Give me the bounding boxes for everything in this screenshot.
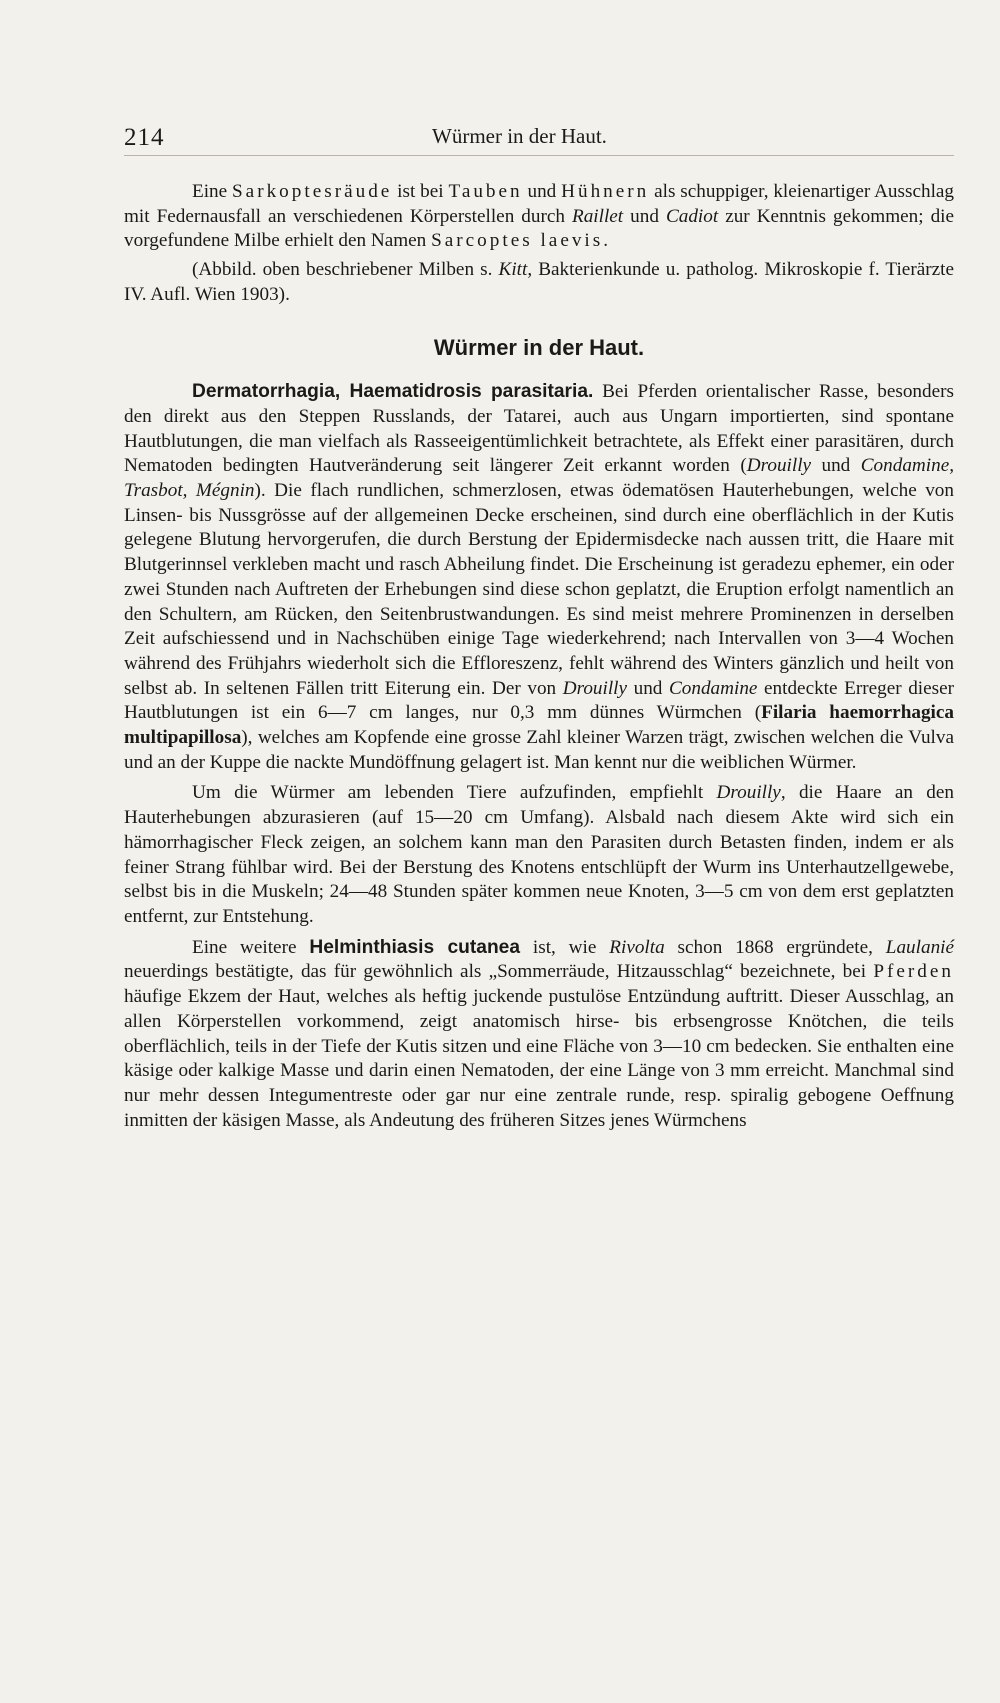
- authors-condamine-trasbot-megnin: Condamine, Trasbot, Mégnin: [124, 455, 955, 502]
- term-pferden: Pferden: [873, 961, 954, 983]
- header-rule: [124, 155, 954, 156]
- term-huehnern: Hühnern: [561, 181, 650, 202]
- term-helminthiasis: Helminthiasis cutanea: [309, 936, 521, 958]
- page-body: [124, 180, 954, 1133]
- term-dermatorrhagia: Dermatorrhagia, Haematidrosis parasitaria.: [192, 381, 594, 403]
- author-drouilly: Drouilly: [746, 455, 812, 477]
- author-drouilly-3: Drouilly: [716, 782, 781, 804]
- author-rivolta: Rivolta: [609, 936, 665, 958]
- term-filaria: Filaria haemorrhagica multipapillosa: [124, 702, 955, 749]
- term-sarkoptesraeude: Sarkoptesräude: [232, 181, 393, 202]
- section-title: Würmer in der Haut.: [433, 334, 645, 360]
- author-kitt: Kitt: [498, 259, 528, 281]
- author-condamine: Condamine: [668, 677, 758, 699]
- paragraph-helminthiasis: Eine weitere Helminthiasis cutanea ist, wie Rivolta schon 1868 ergründete, Laulanié neuerdings bestätigte, das für gewöhnlich als „Sommerräude, Hitzausschlag“ bezeichnete, bei Pferden häufige Ekzem der Haut, welches als heftig juckende pustulöse Entzündung auftritt. Dieser Ausschlag, an allen Körperstellen vorkommend, zeigt anatomisch hirse- bis erbsengrosse Knötchen, die teils oberflächlich, teils in der Tiefe der Kutis sitzen und eine Fläche von 3—10 cm bedecken. Sie enthalten eine käsige oder kalkige Masse und darin einen Nematoden, der eine Länge von 3 mm erreicht. Manchmal sind nur mehr dessen Integumentreste oder gar nur eine zentrale runde, resp. spiralig gebogene Oeffnung inmitten der käsigen Masse, als Andeutung des früheren Sitzes jenes Würmchens: [124, 936, 955, 1131]
- running-title: Würmer in der Haut.: [432, 124, 607, 148]
- paragraph-wuermer-finden: Um die Würmer am lebenden Tiere aufzufinden, empfiehlt Drouilly, die Haare an den Hauterhebungen abzurasieren (auf 15—20 cm Umfang). Alsbald nach diesem Akte wird sich ein hämorrhagischer Fleck zeigen, an solchem kann man den Parasiten durch Betasten finden, indem er als feiner Strang fühlbar wird. Bei der Berstung des Knotens entschlüpft der Wurm ins Unterhautzellgewebe, selbst bis in die Muskeln; 24—48 Stunden später kommen neue Knoten, 3—5 cm von dem erst geplatzten entfernt, zur Entstehung.: [124, 782, 954, 927]
- author-raillet: Raillet: [571, 205, 624, 227]
- author-laulanie: Laulanié: [885, 936, 955, 958]
- term-tauben: Tauben: [448, 181, 523, 202]
- page-number: 214: [124, 124, 165, 151]
- term-sarcoptes-laevis: Sarcoptes laevis: [431, 230, 604, 252]
- page-header: [124, 118, 954, 158]
- author-cadiot: Cadiot: [665, 205, 719, 227]
- paragraph-dermatorrhagia: Dermatorrhagia, Haematidrosis parasitaria. Bei Pferden orientalischer Rasse, besonders den direkt aus den Steppen Russlands, der Tatarei, auch aus Ungarn importierten, sind spontane Hautblutungen, die man vielfach als Rasseeigentümlichkeit betrachtete, als Effekt einer parasitären, durch Nematoden bedingten Hautveränderung seit längerer Zeit erkannt worden (Drouilly und Condamine, Trasbot, Mégnin). Die flach rundlichen, schmerzlosen, etwas ödematösen Hauterhebungen, welche von Linsen- bis Nussgrösse auf der allgemeinen Decke erscheinen, sind durch eine oberflächlich in der Kutis gelegene Blutung hervorgerufen, die durch Berstung der Epidermisdecke nach aussen tritt, die Haare mit Blutgerinnsel verkleben macht und rasch Abheilung findet. Die Erscheinung ist geradezu ephemer, ein oder zwei Stunden nach Auftreten der Erhebungen sind diese schon geplatzt, die Eruption erfolgt namentlich an den Schultern, am Rücken, den Seitenbrustwandungen. Es sind meist mehrere Prominenzen in derselben Zeit aufschiessend und in Nachschüben einige Tage wiederkehrend; nach Intervallen von 3—4 Wochen während des Frühjahrs wiederholt sich die Effloreszenz, fehlt während des Winters gänzlich und heilt von selbst ab. In seltenen Fällen tritt Eiterung ein. Der von Drouilly und Condamine entdeckte Erreger dieser Hautblutungen ist ein 6—7 cm langes, nur 0,3 mm dünnes Würmchen (Filaria haemorrhagica multipapillosa), welches am Kopfende eine grosse Zahl kleiner Warzen trägt, zwischen welchen die Vulva und an der Kuppe die nackte Mundöffnung gelagert ist. Man kennt nur die weiblichen Würmer.: [124, 381, 955, 773]
- author-drouilly-2: Drouilly: [562, 677, 628, 699]
- paragraph-sarkoptesraeude: Eine Sarkoptesräude ist bei Tauben und Hühnern als schuppiger, kleienartiger Ausschlag mit Federnausfall an verschiedenen Körperstellen durch Raillet und Cadiot zur Kenntnis gekommen; die vorgefundene Milbe erhielt den Namen Sarcoptes laevis.: [124, 181, 955, 252]
- paragraph-reference-kitt: (Abbild. oben beschriebener Milben s. Kitt, Bakterienkunde u. patholog. Mikroskopie f. Tierärzte IV. Aufl. Wien 1903).: [124, 259, 954, 305]
